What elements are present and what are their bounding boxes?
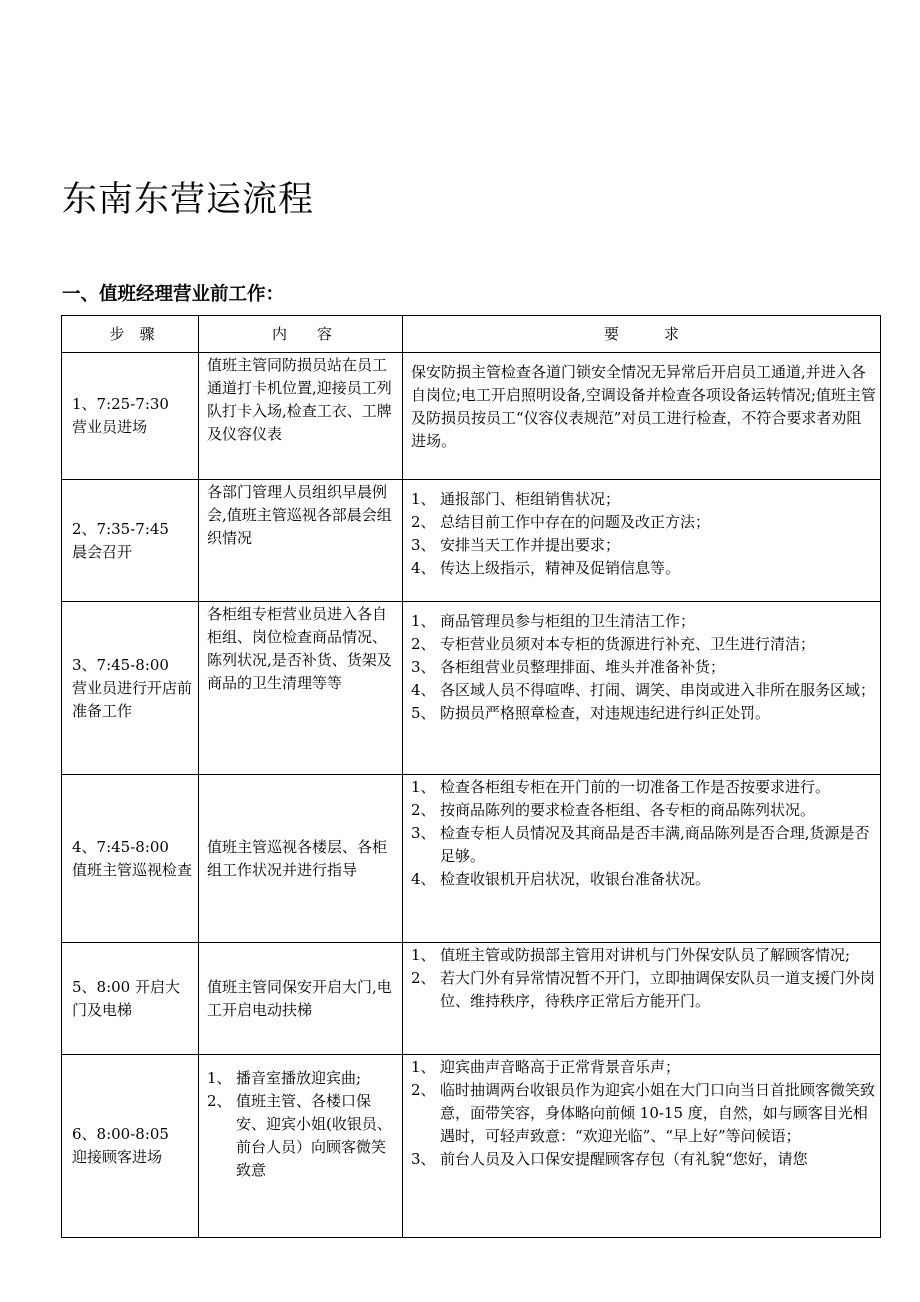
requirements-list	[411, 776, 876, 891]
requirement-item-text: 通报部门、柜组销售状况；	[440, 490, 621, 508]
step-cell	[62, 1055, 199, 1238]
requirement-number: 4、	[411, 870, 436, 888]
requirement-text: 保安防损主管检查各道门锁安全情况无异常后开启员工通道,并进入各自岗位;电工开启照明设备,空调设备并检查各项设备运转情况;值班主管及防损员按员工“仪容仪表规范”对员工进行检查，不符合要求者劝阻进场。	[411, 363, 876, 450]
requirement-item	[411, 557, 876, 580]
requirement-number: 1、	[411, 490, 436, 508]
requirement-item-text: 各柜组营业员整理排面、堆头并准备补货；	[440, 658, 726, 676]
content-item-text: 值班主管、各楼口保安、迎宾小姐(收银员、前台人员）向顾客微笑致意	[236, 1092, 392, 1179]
requirement-number: 1、	[411, 1058, 436, 1076]
content-text: 值班主管同保安开启大门,电工开启电动扶梯	[207, 978, 392, 1019]
table-row	[62, 353, 881, 480]
requirements-list	[411, 944, 876, 1013]
requirements-cell	[403, 1055, 881, 1238]
requirements-cell	[403, 943, 881, 1055]
requirement-item-text: 各区域人员不得喧哗、打闹、调笑、串岗或进入非所在服务区域；	[440, 681, 876, 699]
requirement-item-text: 临时抽调两台收银员作为迎宾小姐在大门口向当日首批顾客微笑致意，面带笑容，身体略向前倾 10-15 度，自然，如与顾客目光相遇时，可轻声致意：“欢迎光临”、“早上好”等问候语；	[440, 1081, 876, 1145]
content-text: 值班主管同防损员站在员工通道打卡机位置,迎接员工列队打卡入场,检查工衣、工牌及仪容仪表	[207, 356, 392, 443]
content-item-text: 播音室播放迎宾曲;	[236, 1069, 362, 1087]
table-row	[62, 943, 881, 1055]
requirements-list	[411, 610, 876, 725]
requirement-item	[411, 610, 876, 633]
requirement-number: 2、	[411, 513, 436, 531]
requirement-item	[411, 679, 876, 702]
requirement-number: 1、	[411, 612, 436, 630]
requirement-item-text: 安排当天工作并提出要求；	[440, 536, 621, 554]
requirement-item-text: 总结目前工作中存在的问题及改正方法；	[440, 513, 711, 531]
step-text: 6、8:00-8:05 迎接顾客进场	[72, 1125, 169, 1166]
content-cell	[199, 353, 403, 480]
requirement-item	[411, 534, 876, 557]
requirement-item	[411, 776, 876, 799]
requirement-item	[411, 702, 876, 725]
content-number: 2、	[207, 1092, 232, 1110]
requirement-item-text: 检查各柜组专柜在开门前的一切准备工作是否按要求进行。	[440, 778, 831, 796]
requirement-number: 5、	[411, 704, 436, 722]
content-text: 各柜组专柜营业员进入各自柜组、岗位检查商品情况、陈列状况,是否补货、货架及商品的卫生清理等等	[207, 605, 392, 692]
requirement-item-text: 防损员严格照章检查，对违规违纪进行纠正处罚。	[440, 704, 771, 722]
requirement-item-text: 检查专柜人员情况及其商品是否丰满,商品陈列是否合理,货源是否足够。	[440, 824, 870, 865]
requirement-item-text: 迎宾曲声音略高于正常背景音乐声；	[440, 1058, 681, 1076]
requirement-item	[411, 1056, 876, 1079]
requirement-number: 2、	[411, 1081, 436, 1099]
requirement-item	[411, 1079, 876, 1148]
requirement-item	[411, 511, 876, 534]
page-title: 东南东营运流程	[62, 180, 315, 220]
step-text: 1、7:25-7:30 营业员进场	[72, 395, 169, 436]
content-text: 值班主管巡视各楼层、各柜组工作状况并进行指导	[207, 838, 388, 879]
requirement-number: 3、	[411, 536, 436, 554]
requirement-item-text: 若大门外有异常情况暂不开门，立即抽调保安队员一道支援门外岗位、维持秩序，待秩序正常后方能开门。	[440, 969, 876, 1010]
step-cell	[62, 353, 199, 480]
requirement-number: 4、	[411, 681, 436, 699]
header-step: 步 骤	[62, 316, 199, 353]
content-cell	[199, 943, 403, 1055]
requirement-item	[411, 967, 876, 1013]
content-cell	[199, 602, 403, 775]
requirements-list	[411, 1056, 876, 1171]
table-row	[62, 480, 881, 602]
requirements-cell	[403, 353, 881, 480]
content-cell	[199, 480, 403, 602]
requirement-number: 3、	[411, 824, 436, 842]
requirement-item	[411, 799, 876, 822]
requirement-item	[411, 944, 876, 967]
requirement-number: 2、	[411, 635, 436, 653]
requirement-number: 3、	[411, 1150, 436, 1168]
requirements-cell	[403, 775, 881, 943]
requirement-number: 2、	[411, 969, 436, 987]
requirements-list	[411, 488, 876, 580]
requirements-cell	[403, 602, 881, 775]
step-cell	[62, 602, 199, 775]
operations-flow-table	[61, 315, 881, 1238]
requirement-number: 3、	[411, 658, 436, 676]
step-text: 4、7:45-8:00 值班主管巡视检查	[72, 837, 193, 879]
requirement-item-text: 检查收银机开启状况，收银台准备状况。	[440, 870, 711, 888]
requirement-item	[411, 488, 876, 511]
table-row	[62, 775, 881, 943]
table-row	[62, 602, 881, 775]
content-item	[207, 1067, 397, 1090]
requirement-item-text: 商品管理员参与柜组的卫生清洁工作；	[440, 612, 696, 630]
requirement-item-text: 按商品陈列的要求检查各柜组、各专柜的商品陈列状况。	[440, 801, 816, 819]
requirement-item-text: 专柜营业员须对本专柜的货源进行补充、卫生进行清洁；	[440, 635, 816, 653]
content-number: 1、	[207, 1069, 232, 1087]
requirement-number: 4、	[411, 559, 436, 577]
header-content: 内 容	[199, 316, 403, 353]
step-text: 5、8:00 开启大门及电梯	[72, 977, 180, 1019]
header-requirements: 要 求	[403, 316, 881, 353]
step-cell	[62, 480, 199, 602]
requirement-number: 1、	[411, 778, 436, 796]
requirement-item-text: 前台人员及入口保安提醒顾客存包（有礼貌“您好，请您	[440, 1150, 808, 1168]
step-text: 2、7:35-7:45 晨会召开	[72, 519, 169, 561]
content-cell	[199, 1055, 403, 1238]
requirement-item	[411, 868, 876, 891]
table-row	[62, 1055, 881, 1238]
requirement-item	[411, 656, 876, 679]
requirement-item	[411, 1148, 876, 1171]
requirement-item-text: 传达上级指示，精神及促销信息等。	[440, 559, 681, 577]
section-title: 一、值班经理营业前工作：	[62, 284, 285, 305]
content-item	[207, 1090, 397, 1182]
requirement-number: 1、	[411, 946, 436, 964]
content-cell	[199, 775, 403, 943]
requirement-item	[411, 822, 876, 868]
step-cell	[62, 775, 199, 943]
table-header-row	[62, 316, 881, 353]
step-cell	[62, 943, 199, 1055]
step-text: 3、7:45-8:00 营业员进行开店前准备工作	[72, 655, 193, 720]
requirements-cell	[403, 480, 881, 602]
requirement-item	[411, 633, 876, 656]
requirement-item-text: 值班主管或防损部主管用对讲机与门外保安队员了解顾客情况;	[440, 946, 851, 964]
requirement-number: 2、	[411, 801, 436, 819]
content-list	[207, 1067, 397, 1182]
content-text: 各部门管理人员组织早晨例会,值班主管巡视各部晨会组织情况	[207, 483, 392, 547]
